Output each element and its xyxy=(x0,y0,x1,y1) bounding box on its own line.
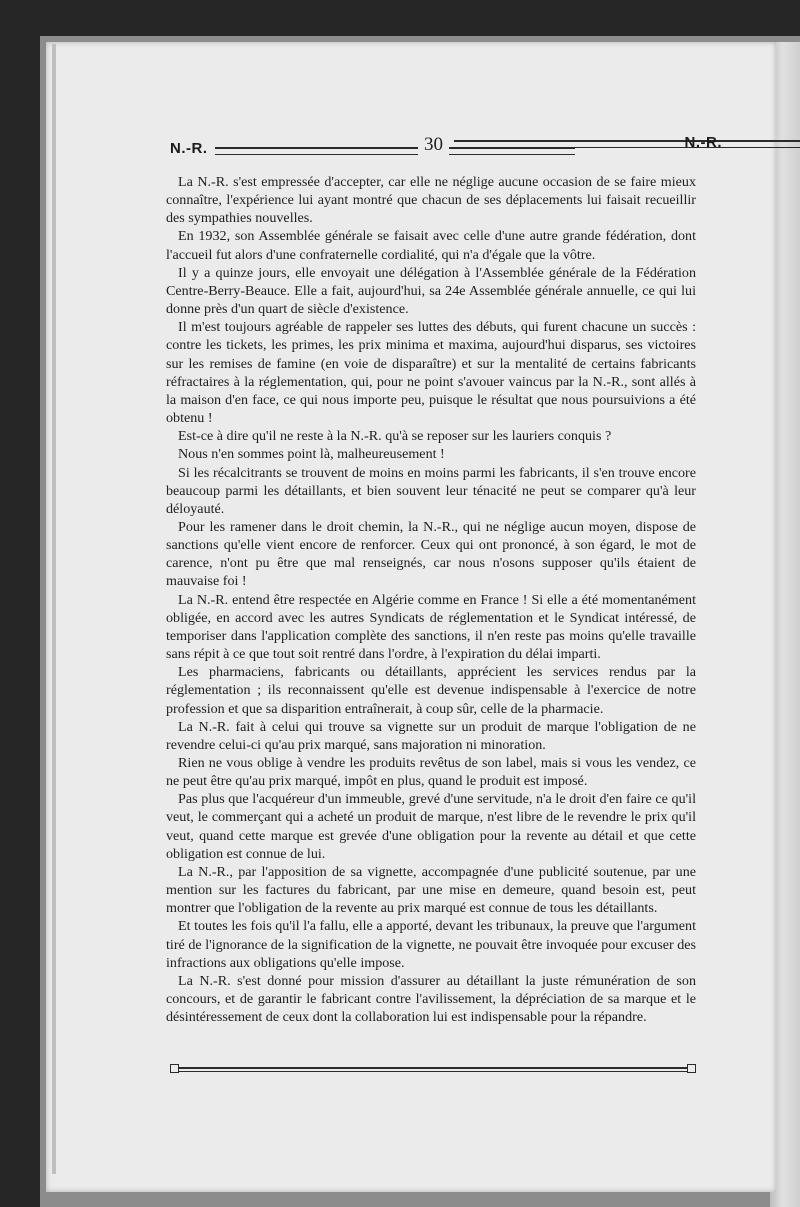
page-binding-edge xyxy=(52,44,56,1174)
running-header xyxy=(170,134,722,158)
paragraph: Les pharmaciens, fabricants ou détaillants, apprécient les services rendus par la réglementation ; ils reconnaissent qu'elle est devenue indispensable à l'exercice de notre profession et que sa disparition entraînerait, à coup sûr, celle de la pharmacie. xyxy=(166,664,696,717)
paragraph: Et toutes les fois qu'il l'a fallu, elle a apporté, devant les tribunaux, la preuve que l'argument tiré de l'ignorance de la signification de la vignette, ne pouvait être invoquée pour excuser des infractions aux obligations qu'elle impose. xyxy=(166,918,696,971)
paragraph: La N.-R. fait à celui qui trouve sa vignette sur un produit de marque l'obligation de ne revendre celui-ci qu'au prix marqué, sans majoration ni minoration. xyxy=(166,718,696,753)
paragraph: La N.-R. s'est empressée d'accepter, car elle ne néglige aucune occasion de se faire mieux connaître, l'expérience lui ayant montré que chacun de ses déplacements lui faisait recueillir des sympathies nouvelles. xyxy=(166,174,696,227)
paragraph: La N.-R. s'est donné pour mission d'assurer au détaillant la juste rémunération de son concours, et de garantir le fabricant contre l'avilissement, la dépréciation de sa marque et le désintéressement de ceux dont la collaboration lui est indispensable pour la répandre. xyxy=(166,972,696,1026)
header-rule-right xyxy=(454,140,800,148)
paragraph: La N.-R. entend être respectée en Algérie comme en France ! Si elle a été momentanément obligée, en accord avec les autres Syndicats de réglementation et le Syndicat intéressé, de temporiser dans l'application complète des sanctions, il n'en reste pas moins qu'elle travaille sans répit à ce que tout soit rentré dans l'ordre, à l'expiration du délai imparti. xyxy=(166,591,696,663)
paragraph: Pour les ramener dans le droit chemin, la N.-R., qui ne néglige aucun moyen, dispose de sanctions qu'elle vient encore de renforcer. Ceux qui ont prononcé, à son égard, le mot de carence, n'ont pu être que mal renseignés, car nous n'osons supposer qu'ils étaient de mauvaise foi ! xyxy=(166,518,696,590)
header-title-left: N.-R. xyxy=(170,140,208,157)
header-title-right: N.-R. xyxy=(684,134,722,151)
paragraph: Il m'est toujours agréable de rappeler ses luttes des débuts, qui furent chacune un succès : contre les tickets, les primes, les prix minima et maxima, aujourd'hui disparus, ses victoires sur les remises de famine (en voie de disparaître) et sur la mentalité de certains fabricants réfractaires à la réglementation, qui, pour ne point s'avouer vaincus par la N.-R., sont allés à la maison d'en face, ce qui nous importe peu, puisque le résultat que nous poursuivions a été obtenu ! xyxy=(166,319,696,427)
paragraph: En 1932, son Assemblée générale se faisait avec celle d'une autre grande fédération, dont l'accueil fut alors d'une confraternelle cordialité, qui n'a d'égale que la vôtre. xyxy=(166,228,696,263)
paragraph: La N.-R., par l'apposition de sa vignette, accompagnée d'une publicité soutenue, par une mention sur les factures du fabricant, par une mise en demeure, quand besoin est, peut montrer que l'obligation de la revente au prix marqué est connue de tous les détaillants. xyxy=(166,863,696,917)
footer-rule-end-box-right xyxy=(687,1064,696,1073)
paragraph: Pas plus que l'acquéreur d'un immeuble, grevé d'une servitude, n'a le droit d'en faire ce qu'il veut, le commerçant qui a acheté un produit de marque, n'est libre de le revendre le prix qu'il veut, quand cette marque est grevée d'une obligation pour la revente au détail et que cette obligation est connue de lui. xyxy=(166,791,696,862)
footer-ornament-rule xyxy=(170,1064,696,1074)
paragraph: Rien ne vous oblige à vendre les produits revêtus de son label, mais si vous les vendez, ce ne peut être qu'au prix marqué, impôt en plus, quand le produit est imposé. xyxy=(166,755,696,790)
paragraph: Si les récalcitrants se trouvent de moins en moins parmi les fabricants, il s'en trouve encore beaucoup parmi les détaillants, et bien souvent leur ténacité ne peut se comparer qu'à leur déloyauté. xyxy=(166,464,696,517)
paragraph: Est-ce à dire qu'il ne reste à la N.-R. qu'à se reposer sur les lauriers conquis ? xyxy=(178,428,612,445)
body-text xyxy=(166,173,696,1026)
paragraph: Nous n'en sommes point là, malheureusement ! xyxy=(178,446,445,463)
paragraph: Il y a quinze jours, elle envoyait une délégation à l'Assemblée générale de la Fédération Centre-Berry-Beauce. Elle a fait, aujourd'hui, sa 24e Assemblée générale annuelle, ce qui lui donne près d'un quart de siècle d'existence. xyxy=(166,264,696,318)
footer-rule-line xyxy=(176,1067,690,1072)
page-number: 30 xyxy=(418,134,449,156)
footer-rule-end-box-left xyxy=(170,1064,179,1073)
header-rule-left xyxy=(215,147,575,155)
